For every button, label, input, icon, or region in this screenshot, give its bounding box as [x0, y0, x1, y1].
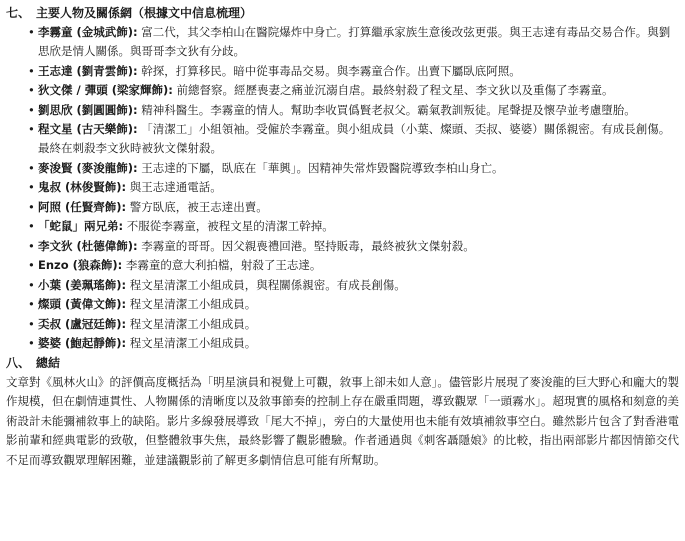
section-7-title: 主要人物及關係網（根據文中信息梳理） — [36, 6, 253, 20]
character-description: 李霧童的意大利拍檔，射殺了王志達。 — [122, 258, 322, 272]
section-7-number: 七、 — [6, 6, 31, 20]
list-item — [28, 295, 679, 314]
character-name: 李霧童 (金城武飾): — [38, 25, 138, 39]
section-8-heading — [6, 354, 679, 373]
character-name: 小葉 (姜珮瑤飾): — [38, 277, 127, 292]
character-list — [6, 23, 679, 353]
list-item — [28, 198, 679, 217]
character-description: 王志達的下屬，臥底在「華興」。因精神失常炸毀醫院導致李柏山身亡。 — [137, 160, 504, 175]
character-description: 與王志達通電話。 — [126, 180, 222, 194]
character-description: 程文星清潔工小組成員。 — [126, 316, 257, 331]
list-item — [28, 334, 679, 353]
character-description: 程文星清潔工小組成員。 — [126, 297, 257, 311]
character-description: 精神科醫生。李霧童的情人。幫助李收買僞賢老叔父。霸氣教訓叛徒。尾聲提及懷孕並考慮墮胎。 — [137, 102, 636, 117]
list-item — [28, 315, 679, 334]
character-description: 「清潔工」小組領袖。受僱於李霧童。與小組成員（小葉、燦頭、奀叔、婆婆）關係親密。有成長創傷。最終在刺殺李文狄時被狄文傑射殺。 — [38, 122, 671, 155]
section-8-number: 八、 — [6, 355, 31, 370]
character-name: 狄文傑 / 彈頭 (梁家輝飾): — [38, 83, 173, 97]
character-name: Enzo (狼森飾): — [38, 258, 123, 272]
character-description: 前總督察。經歷喪妻之痛並沉溺自虐。最終射殺了程文星、李文狄以及重傷了李霧童。 — [172, 83, 614, 97]
list-item — [28, 62, 679, 81]
list-item — [28, 178, 679, 197]
list-item — [28, 120, 679, 158]
character-description: 程文星清潔工小組成員，與程關係親密。有成長創傷。 — [126, 277, 406, 292]
character-name: 「蛇鼠」兩兄弟: — [38, 219, 124, 233]
character-name: 麥浚賢 (麥浚龍飾): — [38, 160, 138, 175]
list-item — [28, 159, 679, 178]
list-item — [28, 276, 679, 295]
character-name: 阿照 (任賢齊飾): — [38, 199, 127, 214]
summary-paragraph: 文章對《風林火山》的評價高度概括為「明星演員和視覺上可觀，敘事上卻未如人意」。儘管影片展現了麥浚龍的巨大野心和龐大的製作規模，但在劇情連貫性、人物關係的清晰度以及敘事節奏的控制上存在嚴重問題，導致觀眾「一頭霧水」。超現實的風格和刻意的美術設計未能彌補敘事上的缺陷。影片多線發展導致「尾大不掉」，旁白的大量使用也未能有效填補敘事空白。雖然影片包含了對香港電影前輩和經典電影的致敬，但整體敘事失焦，最終影響了觀影體驗。作者通過與《刺客聶隱娘》的比較，指出兩部影片都因情節交代不足而導致觀眾理解困難，並建議觀影前了解更多劇情信息可能有所幫助。 — [6, 374, 679, 467]
character-description: 警方臥底，被王志達出賣。 — [126, 199, 268, 214]
character-name: 王志達 (劉青雲飾): — [38, 63, 138, 78]
list-item — [28, 237, 679, 256]
character-description: 李霧童的哥哥。因父親喪禮回港。堅持販毒，最終被狄文傑射殺。 — [137, 238, 475, 253]
character-name: 婆婆 (鮑起靜飾): — [38, 336, 127, 350]
character-description: 不服從李霧童，被程文星的清潔工幹掉。 — [123, 219, 334, 233]
character-description: 程文星清潔工小組成員。 — [126, 336, 257, 350]
character-description: 富二代，其父李柏山在醫院爆炸中身亡。打算繼承家族生意後改弦更張。與王志達有毒品交易合作。與劉思欣是情人關係。與哥哥李文狄有分歧。 — [38, 25, 671, 58]
character-name: 奀叔 (盧冠廷飾): — [38, 316, 127, 331]
section-8-title: 總結 — [36, 355, 61, 370]
list-item — [28, 256, 679, 275]
list-item — [28, 23, 679, 61]
character-name: 燦頭 (黃偉文飾): — [38, 297, 127, 311]
list-item — [28, 81, 679, 100]
list-item — [28, 101, 679, 120]
list-item — [28, 217, 679, 236]
character-name: 劉思欣 (劉圓圓飾): — [38, 102, 138, 117]
character-name: 程文星 (古天樂飾): — [38, 122, 138, 136]
section-7-heading — [6, 4, 679, 23]
character-description: 幹探，打算移民。暗中從事毒品交易。與李霧童合作。出賣下屬臥底阿照。 — [137, 63, 521, 78]
character-name: 鬼叔 (林俊賢飾): — [38, 180, 127, 194]
character-name: 李文狄 (杜德偉飾): — [38, 238, 138, 253]
